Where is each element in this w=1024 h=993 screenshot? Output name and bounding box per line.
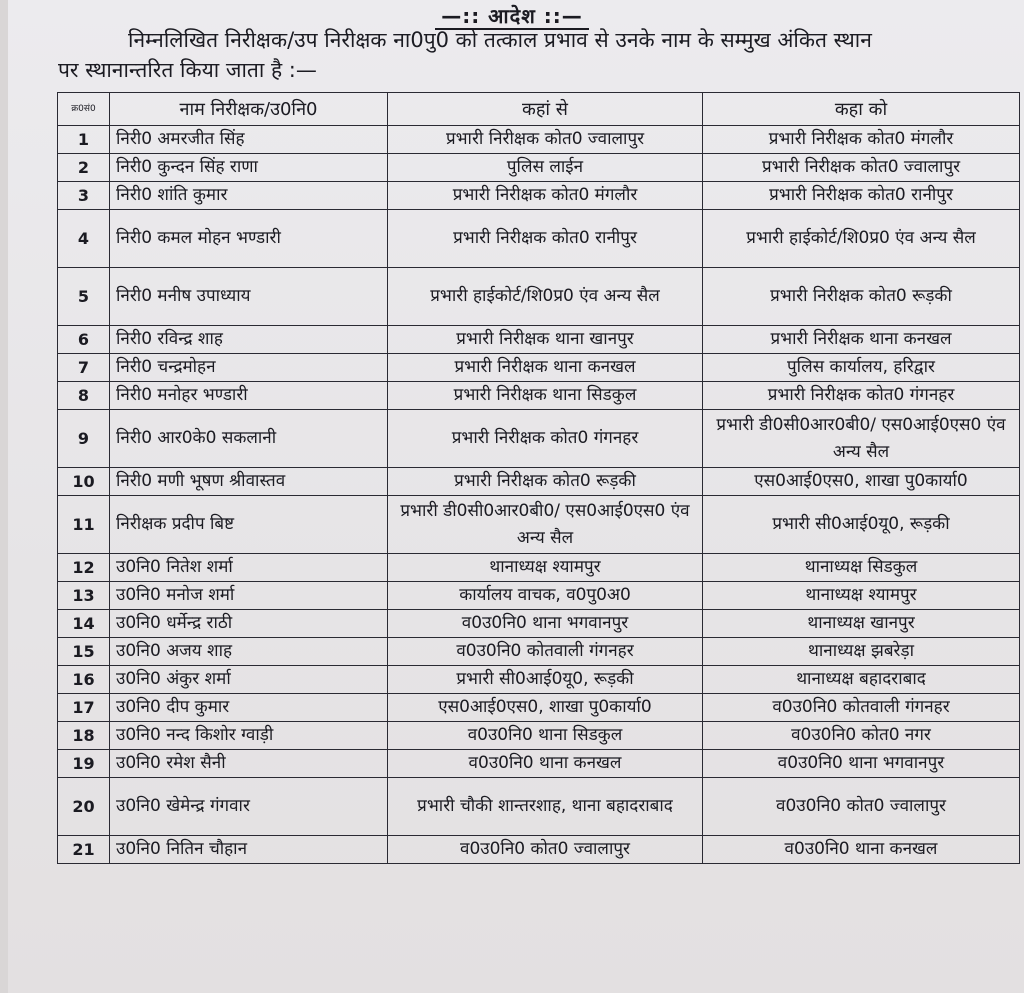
to-cell: व0उ0नि0 कोत0 ज्वालापुर <box>703 778 1020 836</box>
table-row <box>58 778 1020 836</box>
from-cell: व0उ0नि0 थाना कनखल <box>388 750 703 778</box>
name-cell: निरीक्षक प्रदीप बिष्ट <box>110 496 388 554</box>
name-cell: निरी0 कमल मोहन भण्डारी <box>110 210 388 268</box>
serial-cell: 18 <box>58 722 110 750</box>
table-row <box>58 126 1020 154</box>
to-cell: प्रभारी हाईकोर्ट/शि0प्र0 एंव अन्य सैल <box>703 210 1020 268</box>
to-cell: प्रभारी निरीक्षक कोत0 मंगलौर <box>703 126 1020 154</box>
from-cell: प्रभारी निरीक्षक कोत0 मंगलौर <box>388 182 703 210</box>
to-cell: व0उ0नि0 थाना कनखल <box>703 836 1020 864</box>
name-cell: निरी0 मनोहर भण्डारी <box>110 382 388 410</box>
name-cell: उ0नि0 नितेश शर्मा <box>110 554 388 582</box>
header-from: कहां से <box>388 93 703 126</box>
serial-cell: 17 <box>58 694 110 722</box>
from-cell: थानाध्यक्ष श्यामपुर <box>388 554 703 582</box>
to-cell: प्रभारी सी0आई0यू0, रूड़की <box>703 496 1020 554</box>
from-cell: प्रभारी निरीक्षक थाना कनखल <box>388 354 703 382</box>
table-row <box>58 268 1020 326</box>
name-cell: निरी0 मनीष उपाध्याय <box>110 268 388 326</box>
header-to: कहा को <box>703 93 1020 126</box>
serial-cell: 11 <box>58 496 110 554</box>
serial-cell: 19 <box>58 750 110 778</box>
name-cell: उ0नि0 मनोज शर्मा <box>110 582 388 610</box>
serial-cell: 10 <box>58 468 110 496</box>
name-cell: उ0नि0 अंकुर शर्मा <box>110 666 388 694</box>
serial-cell: 16 <box>58 666 110 694</box>
to-cell: प्रभारी डी0सी0आर0बी0/ एस0आई0एस0 एंव अन्य सैल <box>703 410 1020 468</box>
table-row <box>58 638 1020 666</box>
from-cell: प्रभारी निरीक्षक कोत0 गंगनहर <box>388 410 703 468</box>
name-cell: उ0नि0 धर्मेन्द्र राठी <box>110 610 388 638</box>
from-cell: प्रभारी डी0सी0आर0बी0/ एस0आई0एस0 एंव अन्य सैल <box>388 496 703 554</box>
table-row <box>58 836 1020 864</box>
to-cell: प्रभारी निरीक्षक कोत0 ज्वालापुर <box>703 154 1020 182</box>
name-cell: उ0नि0 नितिन चौहान <box>110 836 388 864</box>
to-cell: थानाध्यक्ष सिडकुल <box>703 554 1020 582</box>
name-cell: उ0नि0 खेमेन्द्र गंगवार <box>110 778 388 836</box>
serial-cell: 8 <box>58 382 110 410</box>
name-cell: निरी0 रविन्द्र शाह <box>110 326 388 354</box>
serial-cell: 20 <box>58 778 110 836</box>
table-row <box>58 610 1020 638</box>
table-body <box>58 126 1020 864</box>
to-cell: व0उ0नि0 कोत0 नगर <box>703 722 1020 750</box>
serial-cell: 21 <box>58 836 110 864</box>
serial-cell: 14 <box>58 610 110 638</box>
table-row <box>58 582 1020 610</box>
order-heading <box>0 2 1024 29</box>
serial-cell: 1 <box>58 126 110 154</box>
serial-cell: 7 <box>58 354 110 382</box>
header-serial: क्र0सं0 <box>58 93 110 126</box>
to-cell: थानाध्यक्ष बहादराबाद <box>703 666 1020 694</box>
table-row <box>58 326 1020 354</box>
intro-line-2: पर स्थानान्तरित किया जाता है :— <box>58 58 317 82</box>
to-cell: पुलिस कार्यालय, हरिद्वार <box>703 354 1020 382</box>
name-cell: निरी0 आर0के0 सकलानी <box>110 410 388 468</box>
from-cell: प्रभारी निरीक्षक थाना सिडकुल <box>388 382 703 410</box>
page-edge <box>0 0 8 993</box>
to-cell: थानाध्यक्ष श्यामपुर <box>703 582 1020 610</box>
table-row <box>58 468 1020 496</box>
serial-cell: 15 <box>58 638 110 666</box>
table-row <box>58 382 1020 410</box>
transfer-table <box>57 92 1020 864</box>
name-cell: उ0नि0 अजय शाह <box>110 638 388 666</box>
intro-line-1: निम्नलिखित निरीक्षक/उप निरीक्षक ना0पु0 को तत्काल प्रभाव से उनके नाम के सम्मुख अंकित स्थान <box>128 28 872 52</box>
from-cell: प्रभारी निरीक्षक कोत0 रानीपुर <box>388 210 703 268</box>
table-row <box>58 154 1020 182</box>
from-cell: प्रभारी निरीक्षक कोत0 ज्वालापुर <box>388 126 703 154</box>
to-cell: प्रभारी निरीक्षक थाना कनखल <box>703 326 1020 354</box>
name-cell: निरी0 कुन्दन सिंह राणा <box>110 154 388 182</box>
serial-cell: 3 <box>58 182 110 210</box>
table-row <box>58 354 1020 382</box>
to-cell: थानाध्यक्ष झबरेड़ा <box>703 638 1020 666</box>
name-cell: उ0नि0 नन्द किशोर ग्वाड़ी <box>110 722 388 750</box>
from-cell: प्रभारी हाईकोर्ट/शि0प्र0 एंव अन्य सैल <box>388 268 703 326</box>
from-cell: व0उ0नि0 कोतवाली गंगनहर <box>388 638 703 666</box>
to-cell: व0उ0नि0 थाना भगवानपुर <box>703 750 1020 778</box>
to-cell: प्रभारी निरीक्षक कोत0 रूड़की <box>703 268 1020 326</box>
from-cell: प्रभारी चौकी शान्तरशाह, थाना बहादराबाद <box>388 778 703 836</box>
serial-cell: 5 <box>58 268 110 326</box>
table-row <box>58 694 1020 722</box>
from-cell: व0उ0नि0 थाना सिडकुल <box>388 722 703 750</box>
name-cell: उ0नि0 दीप कुमार <box>110 694 388 722</box>
name-cell: निरी0 चन्द्रमोहन <box>110 354 388 382</box>
from-cell: प्रभारी सी0आई0यू0, रूड़की <box>388 666 703 694</box>
name-cell: उ0नि0 रमेश सैनी <box>110 750 388 778</box>
table-row <box>58 666 1020 694</box>
table-row <box>58 554 1020 582</box>
from-cell: व0उ0नि0 थाना भगवानपुर <box>388 610 703 638</box>
from-cell: प्रभारी निरीक्षक थाना खानपुर <box>388 326 703 354</box>
serial-cell: 12 <box>58 554 110 582</box>
name-cell: निरी0 शांति कुमार <box>110 182 388 210</box>
from-cell: प्रभारी निरीक्षक कोत0 रूड़की <box>388 468 703 496</box>
serial-cell: 9 <box>58 410 110 468</box>
table-header-row <box>58 93 1020 126</box>
from-cell: कार्यालय वाचक, व0पु0अ0 <box>388 582 703 610</box>
header-name: नाम निरीक्षक/उ0नि0 <box>110 93 388 126</box>
serial-cell: 2 <box>58 154 110 182</box>
table-row <box>58 722 1020 750</box>
name-cell: निरी0 मणी भूषण श्रीवास्तव <box>110 468 388 496</box>
from-cell: व0उ0नि0 कोत0 ज्वालापुर <box>388 836 703 864</box>
table-row <box>58 182 1020 210</box>
to-cell: प्रभारी निरीक्षक कोत0 गंगनहर <box>703 382 1020 410</box>
from-cell: एस0आई0एस0, शाखा पु0कार्या0 <box>388 694 703 722</box>
serial-cell: 6 <box>58 326 110 354</box>
name-cell: निरी0 अमरजीत सिंह <box>110 126 388 154</box>
to-cell: एस0आई0एस0, शाखा पु0कार्या0 <box>703 468 1020 496</box>
serial-cell: 13 <box>58 582 110 610</box>
to-cell: प्रभारी निरीक्षक कोत0 रानीपुर <box>703 182 1020 210</box>
table-row <box>58 410 1020 468</box>
order-heading-text: —:: आदेश ::— <box>435 4 589 30</box>
serial-cell: 4 <box>58 210 110 268</box>
to-cell: थानाध्यक्ष खानपुर <box>703 610 1020 638</box>
to-cell: व0उ0नि0 कोतवाली गंगनहर <box>703 694 1020 722</box>
table-row <box>58 750 1020 778</box>
table-row <box>58 210 1020 268</box>
table-row <box>58 496 1020 554</box>
from-cell: पुलिस लाईन <box>388 154 703 182</box>
